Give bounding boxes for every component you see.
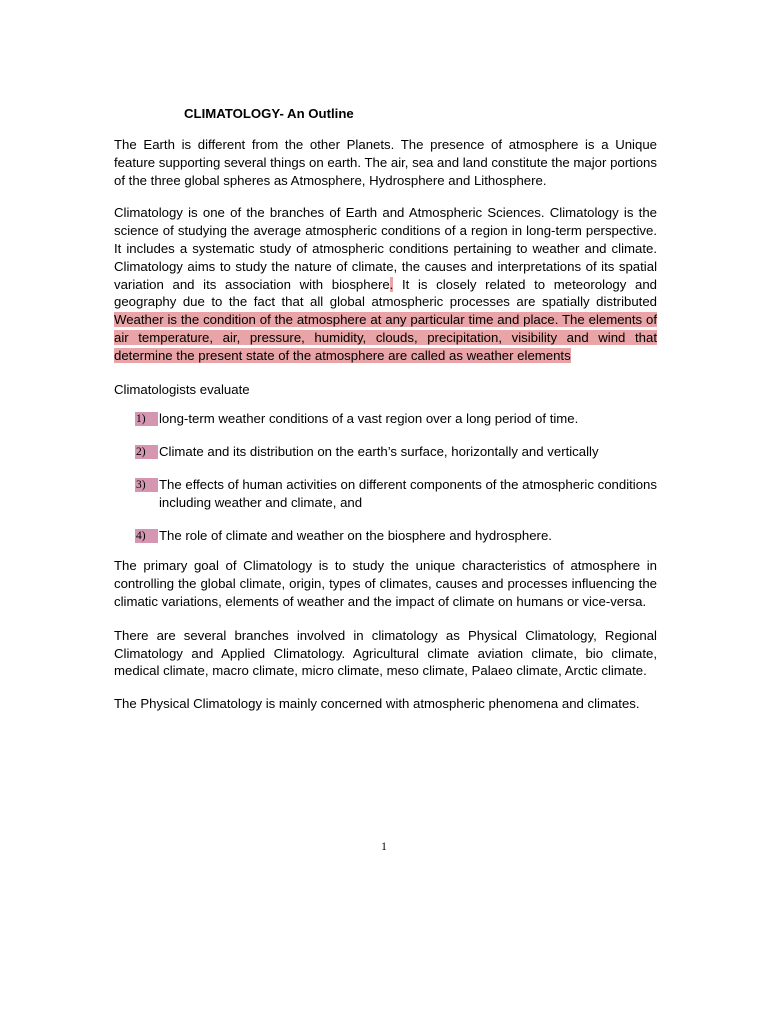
list-number: 3) [135, 478, 158, 492]
list-item [114, 443, 657, 461]
list-item-text: The effects of human activities on different components of the atmospheric conditions including weather and climate, and [159, 476, 657, 510]
list-number: 2) [135, 445, 158, 459]
highlight-period: . [389, 276, 394, 292]
paragraph-climatology-text-1: Climatology is one of the branches of Earth and Atmospheric Sciences. Climatology is the science of studying the average atmospheric conditions of a region in long-term perspective. It includes a systematic study of atmospheric conditions pertaining to weather and climate. Climatology aims to study the nature of climate, the causes and interpretations of its spatial variation and its association with biosphere [114, 205, 657, 292]
list-item-text: Climate and its distribution on the earth’s surface, horizontally and vertically [159, 444, 599, 460]
list-item [114, 476, 657, 512]
page-number: 1 [381, 841, 387, 853]
paragraph-climatology [114, 204, 657, 364]
list-item [114, 527, 657, 545]
list-number: 4) [135, 529, 158, 543]
list-number: 1) [135, 412, 158, 426]
document-body [114, 105, 657, 713]
paragraph-earth: The Earth is different from the other Planets. The presence of atmosphere is a Unique feature supporting several things on earth. The air, sea and land constitute the major portions of the three global spheres as Atmosphere, Hydrosphere and Lithosphere. [114, 137, 657, 188]
paragraph-climatology-text-2: It is closely related to meteorology and geography due to the fact that all global atmospheric processes are spatially distributed [114, 276, 657, 310]
highlight-weather-definition: Weather is the condition of the atmosphere at any particular time and place. The elements of air temperature, air, pressure, humidity, clouds, precipitation, visibility and wind that determine the present state of the atmosphere are called as weather elements [114, 312, 657, 363]
paragraph-primary-goal: The primary goal of Climatology is to study the unique characteristics of atmosphere in controlling the global climate, origin, types of climates, causes and processes influencing the climatic variations, elements of weather and the impact of climate on humans or vice-versa. [114, 558, 657, 609]
list-item-text: The role of climate and weather on the biosphere and hydrosphere. [159, 527, 552, 543]
paragraph-physical-climatology: The Physical Climatology is mainly concerned with atmospheric phenomena and climates. [114, 696, 640, 712]
list-item [114, 410, 657, 428]
paragraph-branches: There are several branches involved in climatology as Physical Climatology, Regional Climatology and Applied Climatology. Agricultural climate aviation climate, bio climate, medical climate, macro climate, micro climate, meso climate, Palaeo climate, Arctic climate. [114, 627, 657, 679]
document-title: CLIMATOLOGY- An Outline [184, 106, 354, 121]
climatologists-list [114, 410, 657, 544]
list-item-text: long-term weather conditions of a vast region over a long period of time. [159, 411, 579, 427]
list-intro: Climatologists evaluate [114, 381, 250, 397]
